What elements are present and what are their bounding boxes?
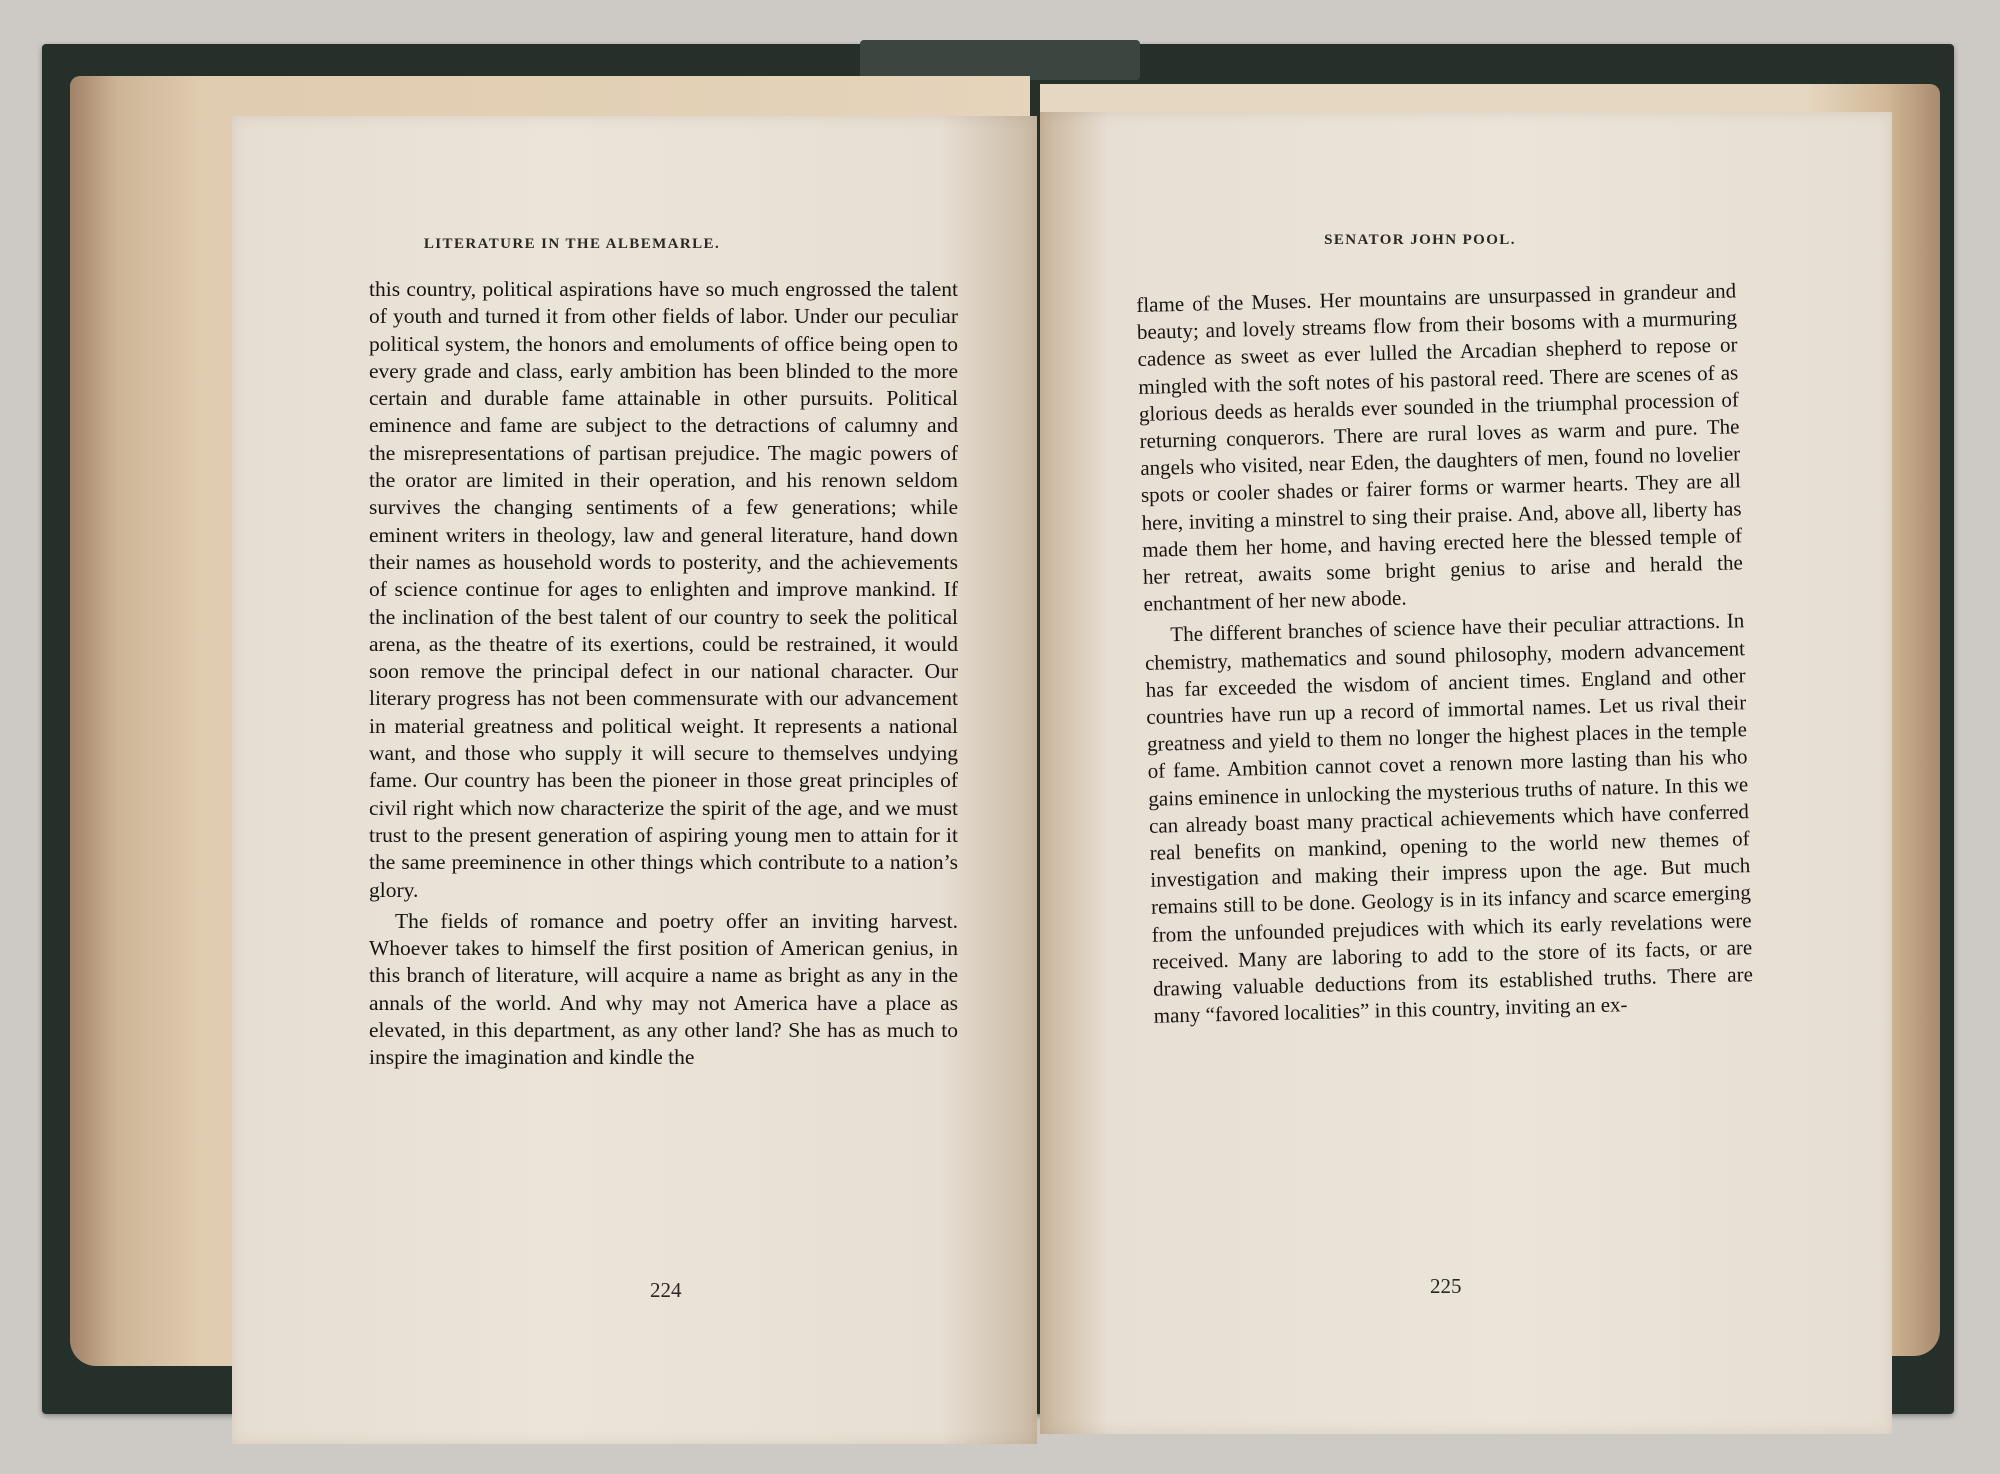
left-page-number: 224 [650,1278,682,1302]
left-page [232,116,1037,1444]
right-paragraph: flame of the Muses. Her mountains are unsurpassed in grandeur and beauty; and lovely streams flow from their bosoms with a murmuring cadence as sweet as ever lulled the Arcadian shepherd to repose or mingled with the soft notes of his pastoral reed. There are scenes of as glorious deeds as heralds ever sounded in the triumphal procession of returning conquerors. There are rural loves as warm and pure. The angels who visited, near Eden, the daughters of men, found no lovelier spots or cooler shades or fairer forms or warmer hearts. They are all here, inviting a minstrel to sing their praise. And, above all, liberty has made them her home, and having erected here the blessed temple of her retreat, awaits some bright genius to arise and herald the enchantment of her new abode. [1136,278,1744,617]
right-running-head: SENATOR JOHN POOL. [1324,232,1516,248]
left-page-body [369,276,958,1072]
left-paragraph: this country, political aspirations have so much engrossed the talent of youth and turned it from other fields of labor. Under our peculiar political system, the honors and emoluments of office being open to every grade and class, early ambition has been blinded to the more certain and durable fame attainable in other pursuits. Political eminence and fame are subject to the detractions of calumny and the misrepresentations of partisan prejudice. The magic powers of the orator are limited in their operation, and his renown seldom survives the changing sentiments of a few generations; while eminent writers in theology, law and general literature, hand down their names as household words to posterity, and the achievements of science continue for ages to enlighten and improve mankind. If the inclination of the best talent of our country to seek the political arena, as the theatre of its exertions, could be restrained, it would soon remove the principal defect in our national character. Our literary progress has not been commensurate with our advancement in material greatness and political weight. It represents a national want, and those who supply it will secure to themselves undying fame. Our country has been the pioneer in those great principles of civil right which now characterize the spirit of the age, and we must trust to the present generation of aspiring young men to attain for it the same preeminence in other things which contribute to a nation’s glory. [369,277,958,902]
left-paragraph: The fields of romance and poetry offer an inviting harvest. Whoever takes to himself the first position of American genius, in this branch of literature, will acquire a name as bright as any in the annals of the world. And why may not America have a place as elevated, in this department, as any other land? She has as much to inspire the imagination and kindle the [369,908,958,1070]
right-page [1040,112,1892,1434]
book-spine [860,40,1140,80]
right-page-number: 225 [1430,1274,1462,1298]
right-page-body [1136,277,1754,1030]
right-paragraph: The different branches of science have their peculiar attractions. In chemistry, mathematics and sound philosophy, modern advancement has far exceeded the wisdom of ancient times. England and other countries have run up a record of immortal names. Let us rival their greatness and yield to them no longer the highest places in the temple of fame. Ambition cannot covet a renown more lasting than his who gains eminence in unlocking the mysterious truths of nature. In this we can already boast many practical achievements which have conferred real benefits on mankind, opening to the world new themes of investigation and making their impress upon the age. But much remains still to be done. Geology is in its infancy and scarce emerging from the unfounded prejudices with which its early revelations were received. Many are laboring to add to the store of its facts, or are drawing valuable deductions from its established truths. There are many “favored localities” in this country, inviting an ex- [1144,608,1754,1029]
left-running-head: LITERATURE IN THE ALBEMARLE. [423,236,721,252]
